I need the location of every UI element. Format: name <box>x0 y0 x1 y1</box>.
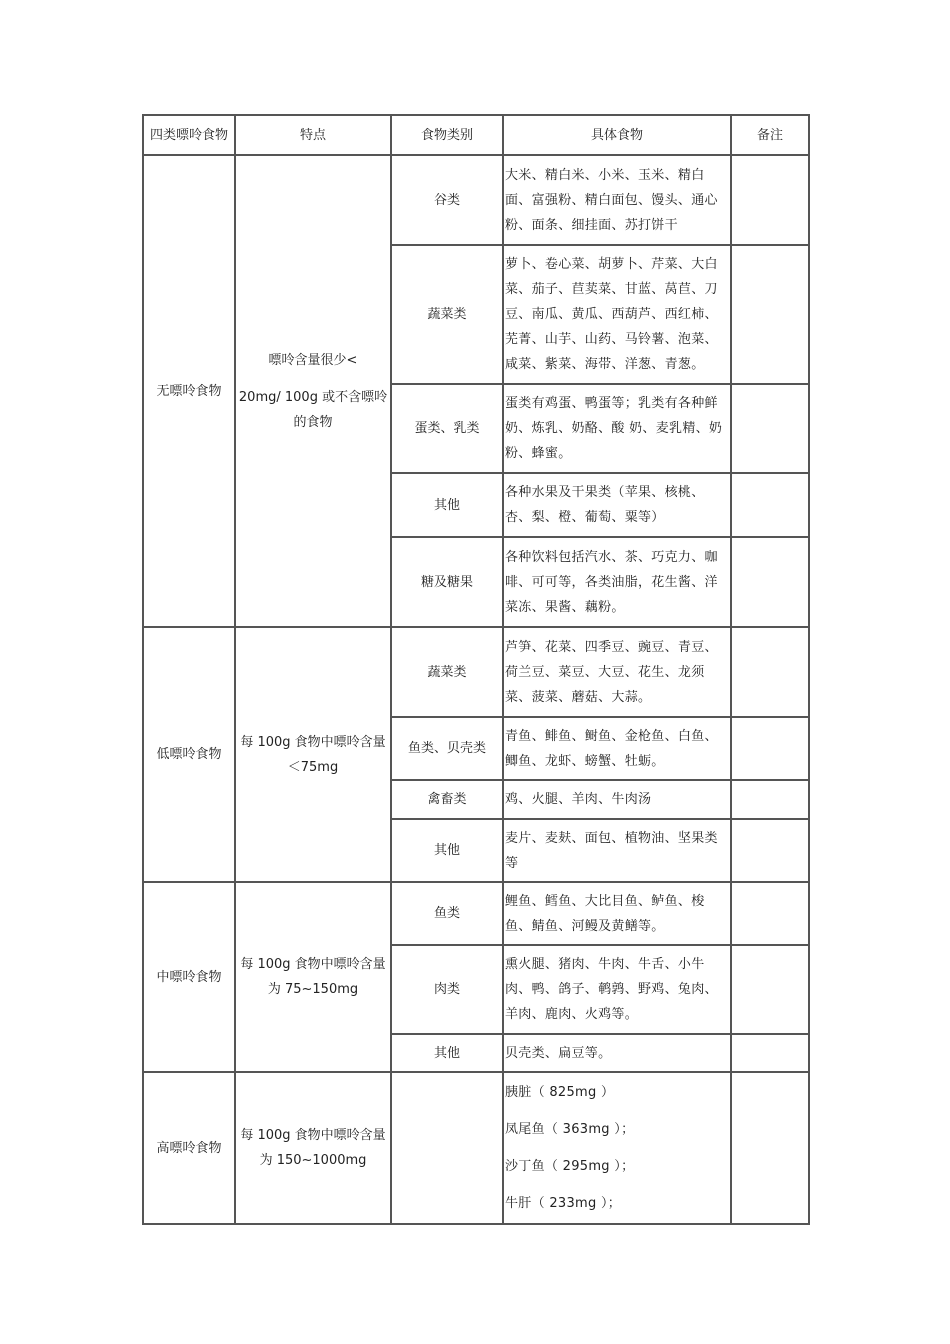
foods-cell: 蛋类有鸡蛋、鸭蛋等；乳类有各种鲜奶、炼乳、奶酪、酸 奶、麦乳精、奶粉、蜂蜜。 <box>503 384 731 473</box>
group-name-none: 无嘌呤食物 <box>143 155 235 627</box>
table-row <box>143 627 809 717</box>
note-cell <box>731 780 809 819</box>
category-cell <box>391 1072 503 1224</box>
foods-cell: 萝卜、卷心菜、胡萝卜、芹菜、大白菜、茄子、苣荬菜、甘蓝、莴苣、刀豆、南瓜、黄瓜、西葫芦、西红柿、芜菁、山芋、山药、马铃薯、泡菜、咸菜、紫菜、海带、洋葱、青葱。 <box>503 245 731 384</box>
category-cell: 糖及糖果 <box>391 537 503 627</box>
category-cell: 其他 <box>391 819 503 882</box>
foods-cell: 熏火腿、猪肉、牛肉、牛舌、小牛肉、鸭、鸽子、鹌鹑、野鸡、兔肉、羊肉、鹿肉、火鸡等。 <box>503 945 731 1034</box>
note-cell <box>731 1072 809 1224</box>
note-cell <box>731 627 809 717</box>
category-cell: 肉类 <box>391 945 503 1034</box>
group-name-low: 低嘌呤食物 <box>143 627 235 882</box>
note-cell <box>731 945 809 1034</box>
group-feature-low: 每 100g 食物中嘌呤含量 ＜75mg <box>235 627 391 882</box>
category-cell: 其他 <box>391 473 503 537</box>
group-name-high: 高嘌呤食物 <box>143 1072 235 1224</box>
note-cell <box>731 473 809 537</box>
foods-cell: 各种水果及干果类（苹果、核桃、杏、梨、橙、葡萄、粟等） <box>503 473 731 537</box>
foods-cell: 青鱼、鲱鱼、鲥鱼、金枪鱼、白鱼、鲫鱼、龙虾、螃蟹、牡蛎。 <box>503 717 731 780</box>
category-cell: 鱼类 <box>391 882 503 945</box>
table-row <box>143 1072 809 1224</box>
header-food-category: 食物类别 <box>391 115 503 155</box>
foods-cell: 大米、精白米、小米、玉米、精白面、富强粉、精白面包、馒头、通心粉、面条、细挂面、苏打饼干 <box>503 155 731 245</box>
foods-cell: 鲤鱼、鳕鱼、大比目鱼、鲈鱼、梭鱼、鲭鱼、河鳗及黄鳝等。 <box>503 882 731 945</box>
food-item: 牛肝（ 233mg ）； <box>505 1196 622 1211</box>
header-feature: 特点 <box>235 115 391 155</box>
group-feature-high: 每 100g 食物中嘌呤含量为 150~1000mg <box>235 1072 391 1224</box>
note-cell <box>731 717 809 780</box>
header-notes: 备注 <box>731 115 809 155</box>
category-cell: 谷类 <box>391 155 503 245</box>
feature-line: 嘌呤含量很少< <box>268 352 358 368</box>
foods-cell <box>503 1072 731 1224</box>
category-cell: 其他 <box>391 1034 503 1072</box>
header-specific-foods: 具体食物 <box>503 115 731 155</box>
group-feature-none <box>235 155 391 627</box>
purine-food-table <box>142 114 810 1225</box>
food-item: 凤尾鱼（ 363mg ）； <box>505 1122 635 1137</box>
category-cell: 蔬菜类 <box>391 627 503 717</box>
note-cell <box>731 384 809 473</box>
foods-cell: 芦笋、花菜、四季豆、豌豆、青豆、荷兰豆、菜豆、大豆、花生、龙须菜、菠菜、蘑菇、大蒜。 <box>503 627 731 717</box>
food-item: 沙丁鱼（ 295mg ）； <box>505 1159 635 1174</box>
category-cell: 禽畜类 <box>391 780 503 819</box>
note-cell <box>731 1034 809 1072</box>
foods-cell: 贝壳类、扁豆等。 <box>503 1034 731 1072</box>
foods-cell: 鸡、火腿、羊肉、牛肉汤 <box>503 780 731 819</box>
group-name-medium: 中嘌呤食物 <box>143 882 235 1072</box>
category-cell: 蔬菜类 <box>391 245 503 384</box>
food-item: 胰脏（ 825mg ） <box>505 1085 615 1100</box>
header-purine-class: 四类嘌呤食物 <box>143 115 235 155</box>
note-cell <box>731 537 809 627</box>
foods-cell: 麦片、麦麸、面包、植物油、坚果类等 <box>503 819 731 882</box>
feature-line: 20mg/ 100g 或不含嘌呤的食物 <box>238 389 388 430</box>
note-cell <box>731 882 809 945</box>
note-cell <box>731 155 809 245</box>
category-cell: 蛋类、乳类 <box>391 384 503 473</box>
table-header-row <box>143 115 809 155</box>
note-cell <box>731 245 809 384</box>
note-cell <box>731 819 809 882</box>
group-feature-medium: 每 100g 食物中嘌呤含量为 75~150mg <box>235 882 391 1072</box>
foods-cell: 各种饮料包括汽水、茶、巧克力、咖啡、可可等，各类油脂，花生酱、洋菜冻、果酱、藕粉。 <box>503 537 731 627</box>
table-row <box>143 882 809 945</box>
category-cell: 鱼类、贝壳类 <box>391 717 503 780</box>
table-row <box>143 155 809 245</box>
